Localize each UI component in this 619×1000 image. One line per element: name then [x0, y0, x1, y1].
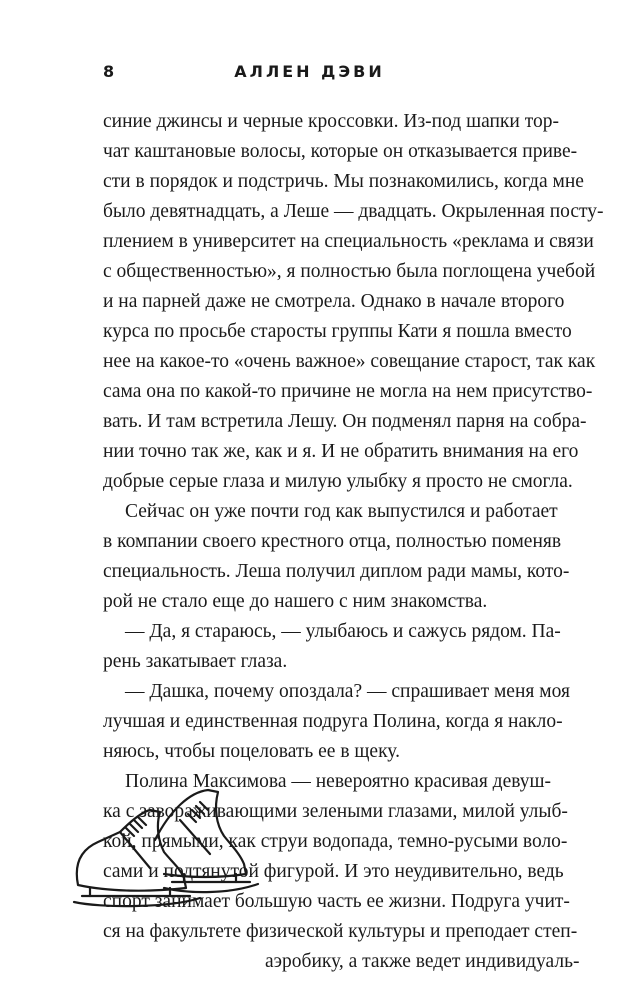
running-title: АЛЛЕН ДЭВИ [234, 62, 385, 81]
text-line: — Дашка, почему опоздала? — спрашивает меня моя [125, 681, 570, 702]
text-line: ка с завораживающими зелеными глазами, милой улыб- [103, 801, 568, 822]
page-number: 8 [103, 62, 115, 81]
text-line: няюсь, чтобы поцеловать ее в щеку. [103, 741, 400, 762]
text-line: было девятнадцать, а Леше — двадцать. Окрыленная посту- [103, 201, 604, 222]
text-line: спорт занимает большую часть ее жизни. Подруга учит- [103, 891, 570, 912]
text-line: и на парней даже не смотрела. Однако в начале второго [103, 291, 565, 312]
text-line: ся на факультете физической культуры и преподает степ- [103, 921, 578, 942]
text-line: добрые серые глаза и милую улыбку я просто не смогла. [103, 471, 573, 492]
text-line: сами и подтянутой фигурой. И это неудивительно, ведь [103, 861, 564, 882]
page-header [0, 62, 619, 84]
text-line: курса по просьбе старосты группы Кати я пошла вместо [103, 321, 572, 342]
text-line: аэробику, а также ведет индивидуаль- [265, 951, 580, 972]
text-line: вать. И там встретила Лешу. Он подменял парня на собра- [103, 411, 587, 432]
text-line: специальность. Леша получил диплом ради мамы, кото- [103, 561, 570, 582]
ice-skates-icon [60, 770, 270, 930]
text-line: — Да, я стараюсь, — улыбаюсь и сажусь рядом. Па- [125, 621, 561, 642]
text-line: сти в порядок и подстричь. Мы познакомились, когда мне [103, 171, 584, 192]
text-line: синие джинсы и черные кроссовки. Из-под шапки тор- [103, 111, 559, 132]
text-line: сама она по какой-то причине не могла на нем присутство- [103, 381, 593, 402]
text-line: с общественностью», я полностью была поглощена учебой [103, 261, 596, 282]
text-line: нии точно так же, как и я. И не обратить внимания на его [103, 441, 579, 462]
text-line: Сейчас он уже почти год как выпустился и работает [125, 501, 558, 522]
text-line: Полина Максимова — невероятно красивая девуш- [125, 771, 552, 792]
text-line: рень закатывает глаза. [103, 651, 288, 672]
text-line: чат каштановые волосы, которые он отказывается приве- [103, 141, 578, 162]
text-line: в компании своего крестного отца, полностью поменяв [103, 531, 562, 552]
text-line: рой не стало еще до нашего с ним знакомства. [103, 591, 488, 612]
text-line: лучшая и единственная подруга Полина, когда я накло- [103, 711, 563, 732]
text-line: кой, прямыми, как струи водопада, темно-русыми воло- [103, 831, 568, 852]
text-line: плением в университет на специальность «реклама и связи [103, 231, 594, 252]
text-line: нее на какое-то «очень важное» совещание старост, так как [103, 351, 596, 372]
